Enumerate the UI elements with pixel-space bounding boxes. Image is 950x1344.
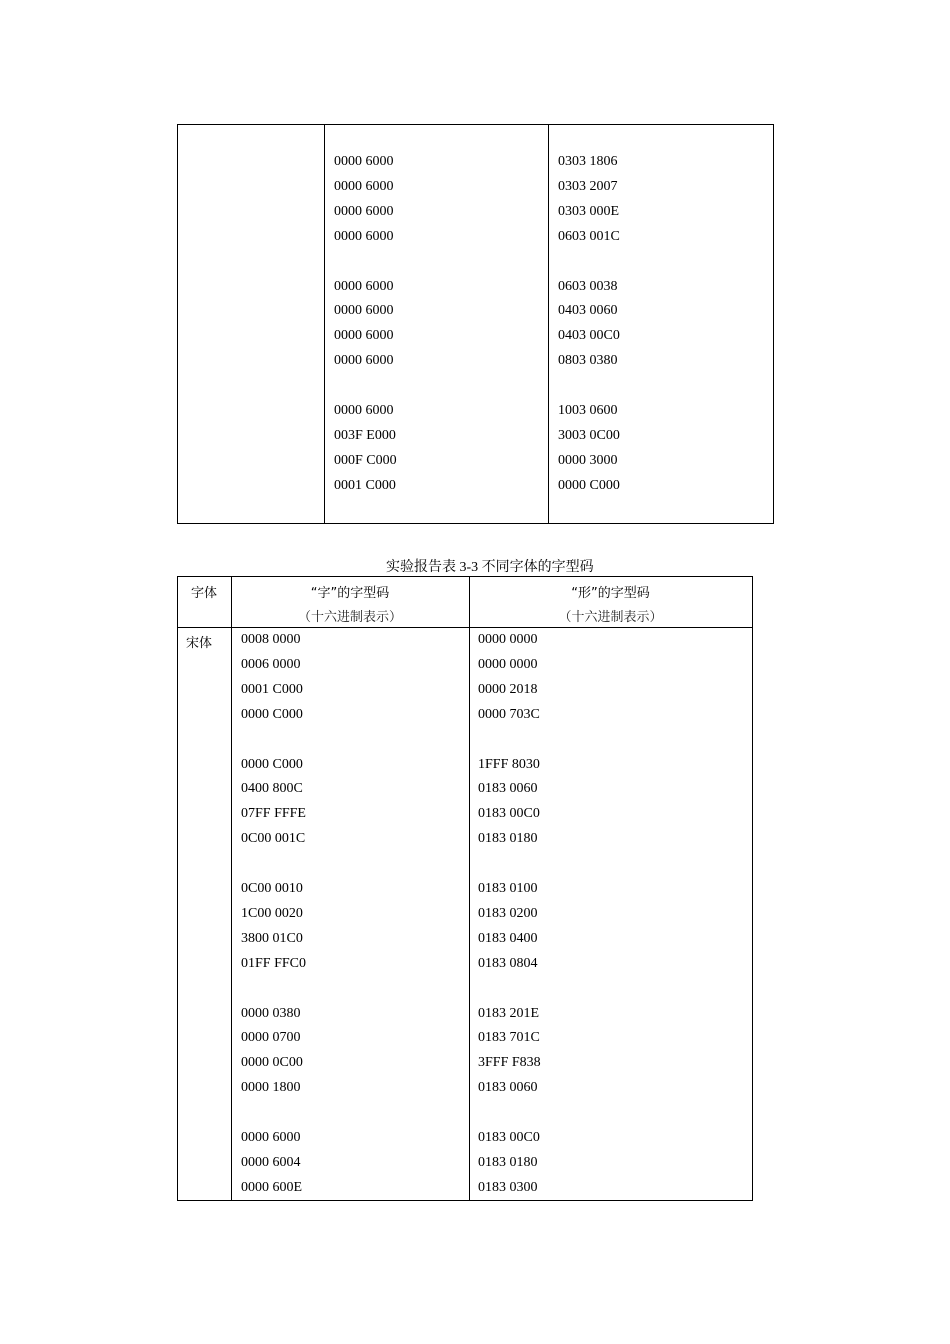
code-line: 0000 6000 [334,154,394,169]
table-border-right [773,124,774,524]
table-divider-2 [469,576,470,1201]
table-border-left [177,124,178,524]
code-line: 0183 0060 [478,1080,538,1096]
code-line: 1FFF 8030 [478,756,540,772]
table-border-top [177,124,774,125]
code-line: 0183 00C0 [478,806,540,822]
code-line: 0183 701C [478,1030,540,1046]
code-line: 0183 0180 [478,1154,538,1170]
code-line: 07FF FFFE [241,806,306,822]
code-line: 0000 0000 [478,632,538,647]
code-line: 3800 01C0 [241,930,303,946]
code-line: 0183 0060 [478,781,538,797]
font-name-cell: 宋体 [186,636,213,651]
code-line: 0000 6000 [334,328,394,344]
code-line: 000F C000 [334,452,397,468]
table-caption: 实验报告表 3-3 不同字体的字型码 [386,560,594,575]
code-line: 01FF FFC0 [241,955,306,971]
code-line: 0403 0060 [558,303,618,319]
code-line: 0183 00C0 [478,1130,540,1145]
code-line: 3003 0C00 [558,427,620,443]
code-line: 0000 C000 [241,756,303,772]
code-line: 3FFF F838 [478,1055,541,1071]
code-line: 0183 0400 [478,930,538,946]
code-line: 0000 C000 [241,706,303,722]
code-line: 0000 6000 [334,203,394,219]
table-divider-1 [324,124,325,524]
code-line: 0183 201E [478,1005,540,1021]
code-line: 0000 0000 [478,656,538,672]
code-line: 0403 00C0 [558,328,620,344]
code-line: 0000 C000 [558,477,620,493]
table-divider-1 [231,576,232,1201]
code-line: 0183 0180 [478,831,538,847]
code-line: 0006 0000 [241,656,301,672]
code-line: 0000 6000 [241,1130,301,1145]
code-line: 0008 0000 [241,632,301,647]
code-line: 0C00 0010 [241,881,303,896]
code-line: 0183 0300 [478,1179,538,1195]
header-zi-title: “字”的字型码 [310,586,390,601]
code-line: 0183 0804 [478,955,538,971]
table-border-bottom [177,523,774,524]
table-border-top [177,576,753,577]
code-line: 0000 1800 [241,1080,301,1096]
code-line: 0303 1806 [558,154,618,169]
code-line: 0C00 001C [241,831,306,847]
code-line: 1C00 0020 [241,905,303,921]
code-line: 0000 600E [241,1179,303,1195]
table-divider-2 [548,124,549,524]
code-line: 0000 2018 [478,681,538,697]
code-line: 0000 6000 [334,178,394,194]
code-line: 0803 0380 [558,353,618,369]
code-line: 0000 0380 [241,1005,301,1021]
code-line: 0603 001C [558,228,620,244]
table-border-right [752,576,753,1201]
code-line: 0000 703C [478,706,540,722]
code-line: 0303 2007 [558,178,618,194]
code-line: 0400 800C [241,781,303,797]
code-line: 0000 0700 [241,1030,301,1046]
table-border-bottom [177,1200,753,1201]
code-line: 0303 000E [558,203,620,219]
code-line: 0000 6000 [334,278,394,294]
header-divider [177,627,753,628]
code-line: 0603 0038 [558,278,618,294]
header-font: 字体 [190,586,217,601]
code-line: 0183 0200 [478,905,538,921]
header-xing-title: “形”的字型码 [571,586,650,601]
table-border-left [177,576,178,1201]
header-zi-subtitle: （十六进制表示） [297,610,402,625]
code-line: 0000 3000 [558,452,618,468]
header-xing-subtitle: （十六进制表示） [558,610,663,625]
code-line: 0183 0100 [478,881,538,896]
code-line: 003F E000 [334,427,396,443]
code-line: 0000 6000 [334,403,394,418]
code-line: 0001 C000 [334,477,396,493]
code-line: 0000 6000 [334,303,394,319]
code-line: 0001 C000 [241,681,303,697]
code-line: 0000 6000 [334,228,394,244]
code-line: 1003 0600 [558,403,618,418]
code-line: 0000 0C00 [241,1055,303,1071]
code-line: 0000 6004 [241,1154,301,1170]
code-line: 0000 6000 [334,353,394,369]
